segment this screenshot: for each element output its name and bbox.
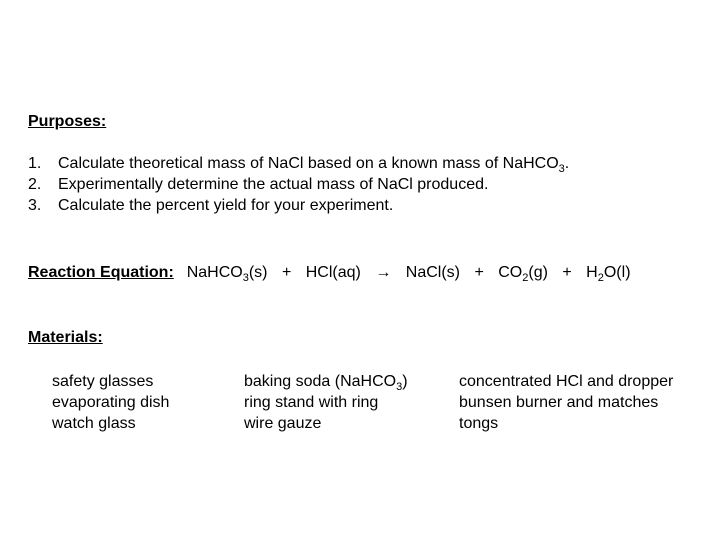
materials-heading: Materials:	[28, 329, 103, 346]
reaction-equation	[28, 264, 631, 282]
plus-sign: +	[562, 264, 572, 281]
arrow-icon: →	[375, 264, 392, 281]
list-item	[28, 153, 569, 174]
product-2: $CO_2(g)$	[498, 264, 548, 284]
list-item: watch glass	[52, 415, 136, 432]
list-number: 3.	[28, 197, 42, 214]
plus-sign: +	[281, 264, 292, 281]
reaction-heading: Reaction Equation:	[28, 264, 174, 281]
list-number: 1.	[28, 155, 42, 172]
reactant-2: HCl(aq)	[305, 264, 361, 281]
list-item	[28, 174, 569, 195]
materials-column-3	[459, 371, 673, 434]
purposes-list	[28, 153, 569, 216]
list-text: Experimentally determine the actual mass of NaCl produced.	[58, 176, 489, 193]
list-item: bunsen burner and matches	[459, 394, 659, 411]
list-item: ring stand with ring	[244, 394, 379, 411]
materials-column-1	[52, 371, 169, 434]
list-item: tongs	[459, 415, 499, 432]
plus-sign: +	[474, 264, 484, 281]
reactant-1: NaHCO$_3$(s)	[186, 264, 268, 284]
list-number: 2.	[28, 176, 42, 193]
subscript: 3	[558, 163, 565, 175]
purposes-heading: Purposes:	[28, 113, 107, 130]
list-item: concentrated HCl and dropper	[459, 373, 674, 390]
list-item	[28, 195, 569, 216]
list-text: Calculate theoretical mass of NaCl based on a known mass of NaHCO	[58, 155, 559, 172]
materials-column-2	[244, 371, 408, 434]
product-1: NaCl(s)	[405, 264, 460, 281]
list-text: Calculate the percent yield for your experiment.	[58, 197, 394, 214]
list-item: wire gauze	[244, 415, 322, 432]
list-text-end: .	[564, 155, 570, 172]
list-item: evaporating dish	[52, 394, 170, 411]
product-3: $H_2O(l)$	[586, 264, 631, 284]
list-item: safety glasses	[52, 373, 154, 390]
list-item: baking soda (NaHCO$_3$)	[244, 373, 408, 393]
